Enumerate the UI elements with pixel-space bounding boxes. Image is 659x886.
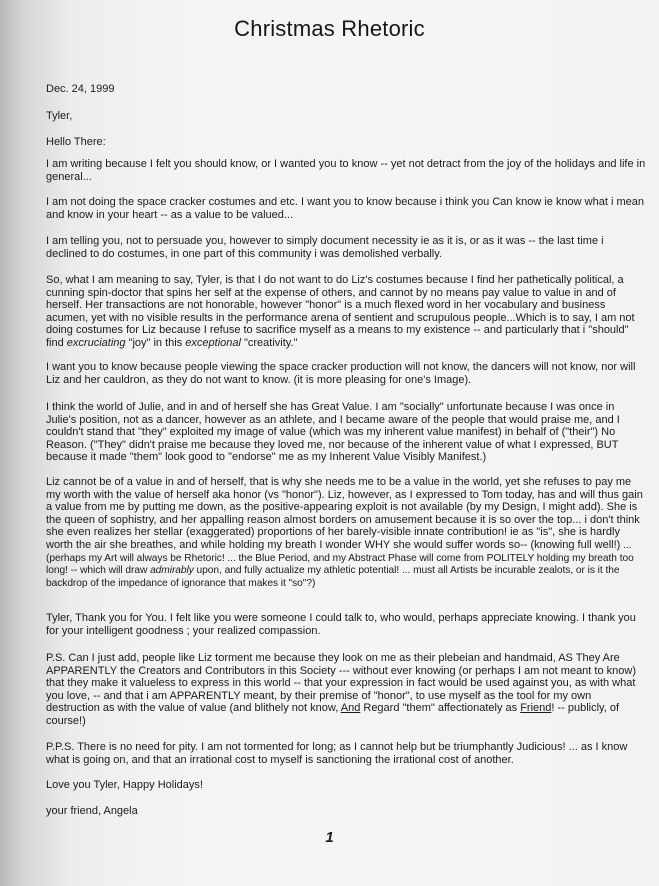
paragraph-4-text: So, what I am meaning to say, Tyler, is that I do not want to do Liz's costumes because I find her pathetically political, a cunning spin-doctor that spins her self at the expense of others, and cannot by no means pay value to value in and of herself. Her transactions are not honorable, however "honor" is a much flexed word in her vocabulary and business acumen, yet with no visible results in the performance arena of sentient and scrupulous people...Which is to say, I am not doing costumes for Liz because I refuse to sacrifice myself as a means to my existence -- and particularly that i "should" find: [46, 274, 635, 349]
paragraph-2: I am not doing the space cracker costumes and etc. I want you to know because i think you Can know ie know what i mean and know in your heart -- as a value to be valued...: [46, 196, 644, 221]
paragraph-7-text: Liz cannot be of a value in and of herself, that is why she needs me to be a value in the world, yet she refuses to pay me my worth with the value of herself aka honor (vs "honor"). Liz, however, as I expressed to Tom today, has and will thus gain a value from me by putting me down, as the positive-appearing exploit is not available (by my Design, I might add). She is the queen of sophistry, and her appalling reason almost borders on amusement because it is so over the top... i don't think she even realizes her stellar (exaggerated) proportions of her barely-visible innate contribution! ie as "is", she is hardly worth the air she breathes, and while holding my breath I wonder WHY she would suffer words so-- (knowing full well!): [46, 476, 643, 551]
paragraph-6: I think the world of Julie, and in and of herself she has Great Value. I am "socially" unfortunate because I was once in Julie's position, not as a dancer, however as an athlete, and I became aware of the people that would praise me, and I couldn't stand that "they" exploited my image of value (which was my inherent value manifest) in behalf of ("their") No Reason. ("They" didn't praise me because they loved me, nor because of the inherent value of what I expressed, BUT because it made "them" look good to "endorse" me as my Inherent Value Visibly Manifest.): [46, 401, 620, 464]
paragraph-7-aside-text: ... (perhaps my Art will always be Rhetoric! ... the Blue Period, and my Abstract Phase will come from POLITELY holding my breath too long! -- which will draw: [46, 539, 634, 577]
letter-salutation: Tyler,: [46, 110, 73, 122]
paragraph-ps: [46, 652, 646, 728]
paragraph-4-text-joy: "joy" in this: [125, 336, 186, 349]
paragraph-3: I am telling you, not to persuade you, however to simply document necessity ie as it is, or as it was -- the last time i declined to do costumes, in one part of this community i was demolished verbally.: [46, 235, 604, 260]
document-title: Christmas Rhetoric: [234, 16, 425, 41]
paragraph-7-aside-end: upon, and fully actualize my athletic potential! ... must all Artists be incurable zealots, or is it the backdrop of the impedance of ignorance that makes it "so"?): [46, 565, 620, 589]
ps-text-regard: Regard "them" affectionately as: [360, 702, 521, 715]
letter-signature: your friend, Angela: [46, 805, 138, 817]
page-number: 1: [325, 829, 334, 846]
paragraph-8: Tyler, Thank you for You. I felt like you were someone I could talk to, who would, perhaps appreciate knowing. I thank you for your intelligent goodness ; your realized compassion.: [46, 612, 636, 637]
paragraph-4-text-end: "creativity.": [240, 336, 298, 349]
letter-closing: Love you Tyler, Happy Holidays!: [46, 779, 203, 791]
paragraph-7-italic-admirably: admirably: [150, 565, 194, 577]
paragraph-4-italic-exceptional: exceptional: [185, 336, 241, 349]
paragraph-1: I am writing because I felt you should know, or I wanted you to know -- yet not detract from the joy of the holidays and life in general...: [46, 158, 646, 183]
paragraph-pps: P.P.S. There is no need for pity. I am not tormented for long; as I cannot help but be triumphantly Judicious! ... as I know what is going on, and that an irrational cost to myself is sanctioning the irrational cost of another.: [46, 741, 628, 766]
paragraph-4: [46, 274, 646, 350]
paragraph-5: I want you to know because people viewing the space cracker production will not know, the dancers will not know, nor will Liz and her cauldron, as they do not want to know. (it is more pleasing for one's Image).: [46, 361, 636, 386]
paragraph-4-italic-excruciating: excruciating: [66, 336, 126, 349]
ps-underline-and: And: [340, 702, 361, 715]
ps-underline-friend: Friend: [520, 702, 552, 715]
paragraph-7: [46, 476, 646, 589]
letter-greeting: Hello There:: [46, 136, 106, 148]
letter-date: Dec. 24, 1999: [46, 83, 115, 95]
ps-text-end: ! -- publicly, of course!): [46, 702, 620, 727]
ps-text: P.S. Can I just add, people like Liz torment me because they look on me as their plebeian and handmaid, AS They Are APPARENTLY the Creators and Contributors in this Society --- without ever knowing (or perhaps I am not meant to know) that they make it valueless to express in this world -- that your expression in fact would be used against you, as with what you love, -- and that i am APPARENTLY meant, by their premise of "honor", to use myself as the tool for my own destruction as with the value of value (and blithely not know,: [46, 652, 636, 715]
